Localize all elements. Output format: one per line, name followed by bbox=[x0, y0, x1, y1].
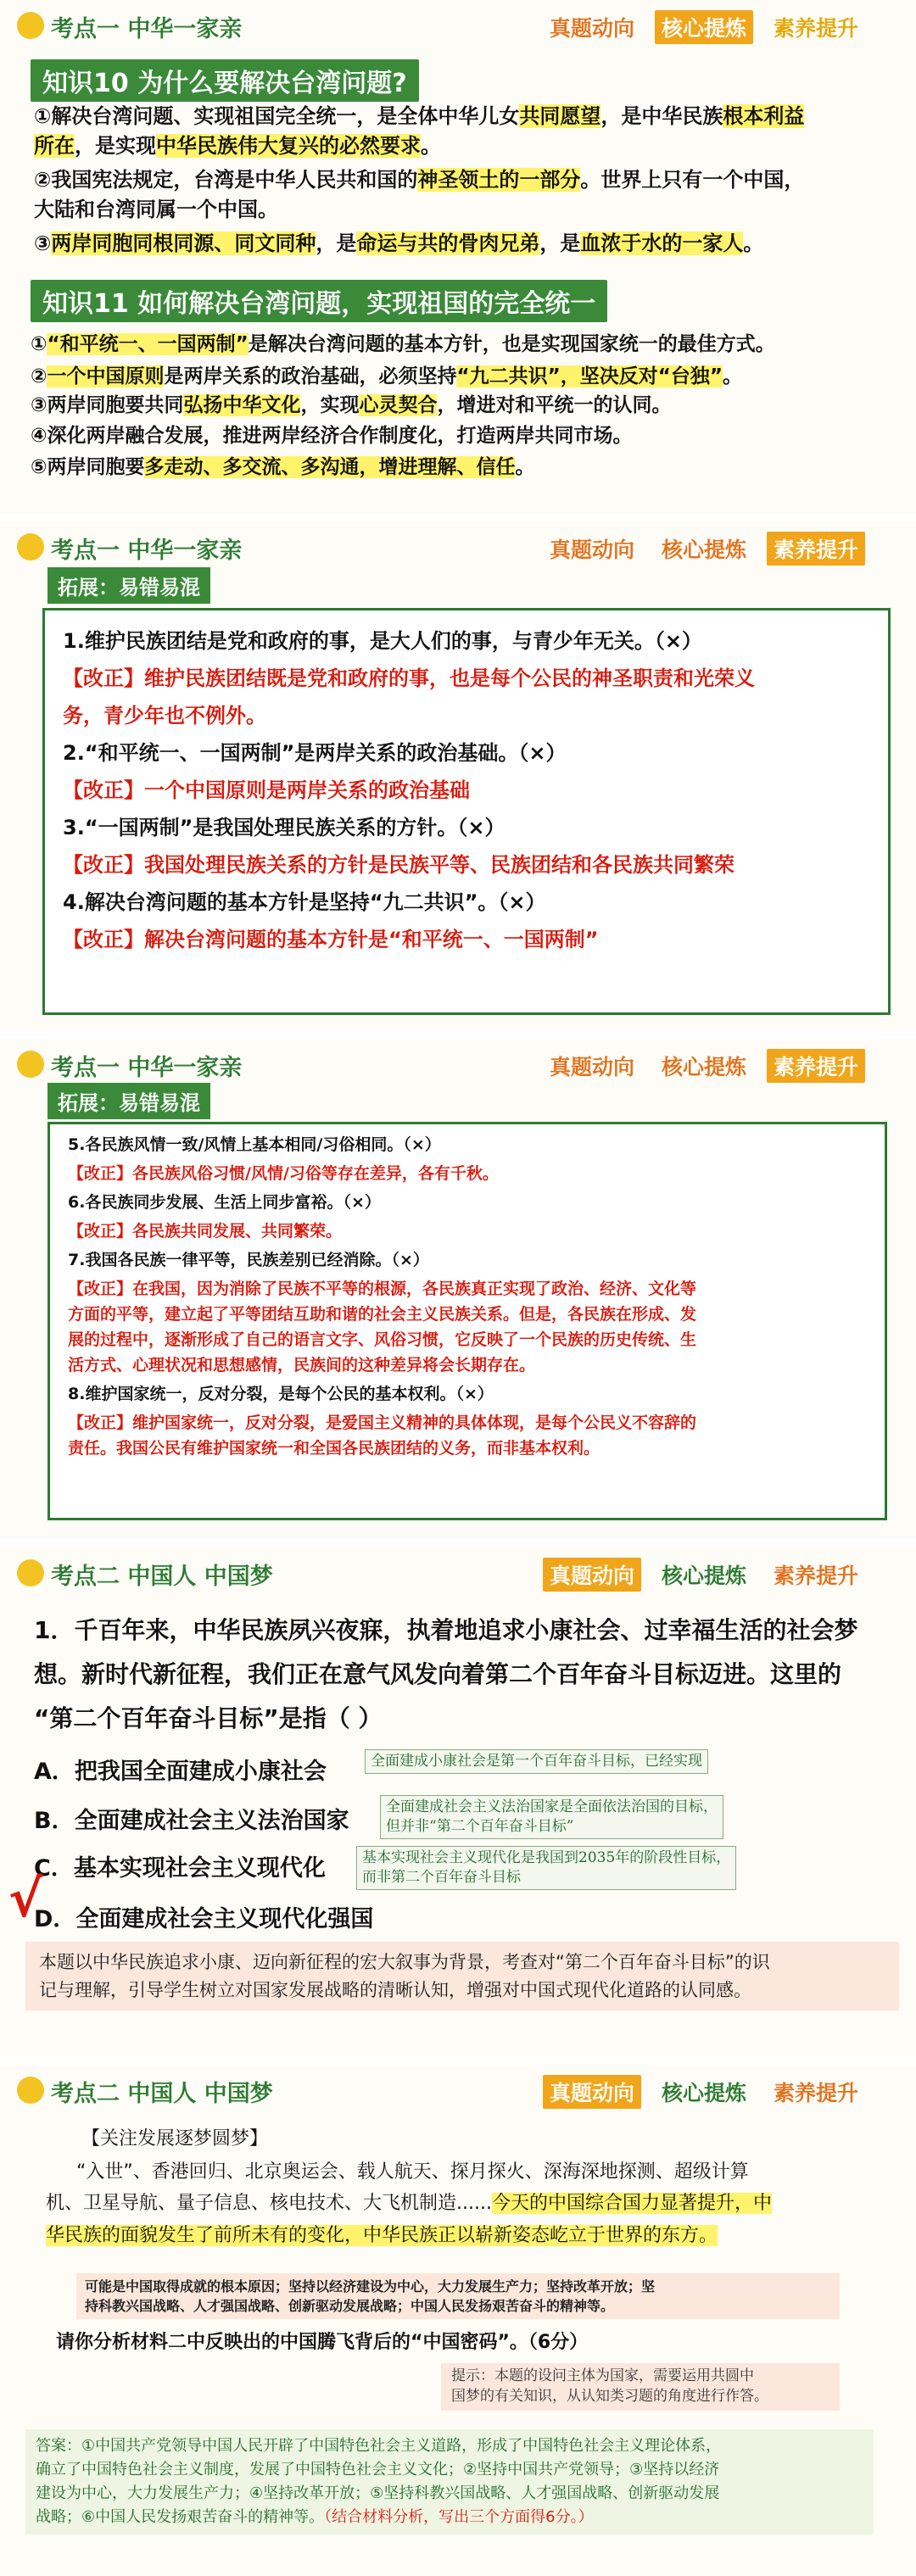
answer-line: 确立了中国特色社会主义制度，发展了中国特色社会主义文化；②坚持中国共产党领导；③坚持以经济 bbox=[36, 2460, 720, 2478]
plain-text: ，实现 bbox=[300, 394, 360, 416]
highlight-text: 神圣领土的一部分 bbox=[417, 168, 581, 192]
text-line bbox=[31, 454, 534, 482]
text-line bbox=[34, 102, 804, 131]
extension-badge: 拓展：易错易混 bbox=[47, 567, 210, 604]
text-line bbox=[31, 422, 632, 450]
wrong-statement: 6.各民族同步发展、生活上同步富裕。（×） bbox=[68, 1193, 381, 1212]
plain-text: ②我国宪法规定，台湾是中华人民共和国的 bbox=[34, 168, 418, 192]
correction: 【改正】一个中国原则是两岸关系的政治基础 bbox=[63, 778, 470, 802]
plain-text: 。 bbox=[515, 456, 535, 478]
note-line: 持科教兴国战略、人才强国战略、创新驱动发展战略；中国人民发扬艰苦奋斗的精神等。 bbox=[85, 2298, 615, 2315]
plain-text: 是解决台湾问题的基本方针，也是实现国家统一的最佳方式。 bbox=[248, 333, 775, 355]
hint-line: 提示：本题的设问主体为国家，需要运用共圆中 bbox=[451, 2367, 754, 2384]
question-line: “第二个百年奋斗目标”是指（ ） bbox=[34, 1704, 383, 1732]
topic-title: 考点一 中华一家亲 bbox=[51, 1055, 243, 1081]
knowledge-10-title: 知识10 为什么要解决台湾问题? bbox=[31, 59, 419, 102]
question-ask: 请你分析材料二中反映出的中国腾飞背后的“中国密码”。（6分） bbox=[56, 2332, 589, 2353]
note-line: 基本实现社会主义现代化是我国到2035年的阶段性目标， bbox=[362, 1849, 731, 1866]
tab-exam-trends[interactable]: 真题动向 bbox=[550, 16, 635, 41]
reasoning-note bbox=[76, 2273, 840, 2319]
tab-bar bbox=[543, 532, 865, 566]
topic-dot-icon bbox=[17, 12, 44, 39]
note-line: 可能是中国取得成就的根本原因；坚持以经济建设为中心，大力发展生产力；坚持改革开放；坚 bbox=[85, 2278, 656, 2294]
plain-text: ③两岸同胞要共同 bbox=[31, 394, 184, 416]
tab-core-summary[interactable]: 核心提炼 bbox=[662, 1564, 747, 1588]
correction: 【改正】各民族共同发展、共同繁荣。 bbox=[68, 1222, 343, 1241]
hint-line: 国梦的有关知识，从认知类习题的角度进行作答。 bbox=[451, 2387, 768, 2405]
topic-title: 考点二 中国人 中国梦 bbox=[51, 2081, 273, 2107]
tab-core-summary[interactable]: 核心提炼 bbox=[662, 538, 747, 562]
topic-dot-icon bbox=[17, 2077, 44, 2104]
slide-taiwan-knowledge bbox=[0, 0, 916, 513]
wrong-statement: 8.维护国家统一，反对分裂，是每个公民的基本权利。（×） bbox=[68, 1385, 494, 1403]
slide-header bbox=[0, 0, 916, 51]
text-line bbox=[31, 363, 742, 391]
slide-question-2 bbox=[0, 2065, 916, 2576]
plain-text: 是两岸关系的政治基础，必须坚持 bbox=[164, 365, 457, 388]
tab-exam-trends[interactable]: 真题动向 bbox=[550, 1055, 635, 1079]
option-note bbox=[356, 1846, 736, 1890]
text-line bbox=[34, 165, 804, 195]
correction: 【改正】维护国家统一，反对分裂，是爱国主义精神的具体体现，是每个公民义不容辞的 bbox=[68, 1413, 697, 1432]
analysis-line: 本题以中华民族追求小康、迈向新征程的宏大叙事为背景，考查对“第二个百年奋斗目标”的识 bbox=[39, 1952, 770, 1972]
correction: 【改正】解决台湾问题的基本方针是“和平统一、一国两制” bbox=[63, 928, 599, 951]
option-b[interactable]: B．全面建成社会主义法治国家 bbox=[34, 1808, 349, 1834]
highlight-text: “九二共识”，坚决反对“台独” bbox=[456, 365, 723, 388]
plain-text: ③ bbox=[34, 231, 52, 255]
plain-text: ，是实现 bbox=[75, 134, 156, 158]
plain-text: 。 bbox=[722, 365, 742, 388]
slide-errors-1 bbox=[0, 521, 916, 1030]
plain-text: ①解决台湾问题、实现祖国完全统一，是全体中华儿女 bbox=[34, 104, 520, 128]
plain-text: ，是中华民族 bbox=[600, 104, 723, 128]
topic-dot-icon bbox=[17, 1051, 44, 1078]
slide-header bbox=[0, 1547, 916, 1598]
topic-title: 考点一 中华一家亲 bbox=[51, 16, 243, 42]
plain-text: ，是 bbox=[316, 231, 357, 255]
option-a[interactable]: A．把我国全面建成小康社会 bbox=[34, 1759, 327, 1785]
tab-core-summary[interactable]: 核心提炼 bbox=[662, 2081, 747, 2105]
correction: 责任。我国公民有维护国家统一和全国各民族团结的义务，而非基本权利。 bbox=[68, 1439, 600, 1458]
tab-literacy[interactable]: 素养提升 bbox=[774, 2081, 859, 2105]
slide-header bbox=[0, 521, 916, 572]
correction: 【改正】维护民族团结既是党和政府的事，也是每个公民的神圣职责和光荣义 bbox=[63, 666, 755, 690]
text-line bbox=[31, 392, 671, 420]
text-line bbox=[34, 195, 278, 225]
wrong-statement: 4.解决台湾问题的基本方针是坚持“九二共识”。（×） bbox=[63, 890, 546, 914]
text-line bbox=[31, 331, 775, 359]
material-line: “入世”、香港回归、北京奥运会、载人航天、探月探火、深海深地探测、超级计算 bbox=[76, 2161, 749, 2183]
wrong-statement: 5.各民族风情一致/风情上基本相同/习俗相同。（×） bbox=[68, 1135, 441, 1154]
topic-dot-icon bbox=[17, 1559, 44, 1586]
option-note bbox=[365, 1749, 708, 1774]
tab-literacy[interactable]: 素养提升 bbox=[774, 16, 859, 41]
highlight-text: 两岸同胞同根同源、同文同种 bbox=[51, 231, 316, 255]
correction: 方面的平等，建立起了平等团结互助和谐的社会主义民族关系。但是，各民族在形成、发 bbox=[68, 1305, 697, 1324]
answer-box bbox=[25, 2429, 874, 2534]
correction: 【改正】在我国，因为消除了民族不平等的根源，各民族真正实现了政治、经济、文化等 bbox=[68, 1280, 697, 1298]
option-c[interactable]: C．基本实现社会主义现代化 bbox=[34, 1855, 326, 1882]
plain-text: 。世界上只有一个中国， bbox=[580, 168, 805, 192]
wrong-statement: 7.我国各民族一律平等，民族差别已经消除。（×） bbox=[68, 1251, 429, 1269]
wrong-statement: 1.维护民族团结是党和政府的事，是大人们的事，与青少年无关。（×） bbox=[63, 629, 702, 653]
tab-exam-trends[interactable]: 真题动向 bbox=[543, 2075, 641, 2109]
tab-exam-trends[interactable]: 真题动向 bbox=[543, 1558, 641, 1592]
slide-header bbox=[0, 2065, 916, 2116]
tab-literacy[interactable]: 素养提升 bbox=[767, 1049, 865, 1083]
highlight-text: 一个中国原则 bbox=[47, 365, 165, 388]
plain-text: 大陆和台湾同属一个中国。 bbox=[34, 198, 278, 221]
highlight-text: 共同愿望 bbox=[519, 104, 601, 128]
plain-text: ⑤两岸同胞要 bbox=[31, 456, 145, 478]
correction: 【改正】我国处理民族关系的方针是民族平等、民族团结和各民族共同繁荣 bbox=[63, 853, 734, 877]
tab-core-summary[interactable]: 核心提炼 bbox=[662, 1055, 747, 1079]
correction: 务，青少年也不例外。 bbox=[63, 704, 266, 728]
note-line: 而非第二个百年奋斗目标 bbox=[362, 1868, 521, 1886]
highlight-text: 心灵契合 bbox=[359, 394, 438, 416]
correction: 展的过程中，逐渐形成了自己的语言文字、风俗习惯，它反映了一个民族的历史传统、生 bbox=[68, 1330, 697, 1349]
material-title: 【关注发展逐梦圆梦】 bbox=[81, 2128, 269, 2149]
plain-text: 。 bbox=[743, 231, 764, 255]
highlight-text: “和平统一、一国两制” bbox=[47, 333, 249, 355]
note-line: 但并非“第二个百年奋斗目标” bbox=[386, 1817, 574, 1835]
wrong-statement: 3.“一国两制”是我国处理民族关系的方针。（×） bbox=[63, 816, 505, 839]
topic-title: 考点二 中国人 中国梦 bbox=[51, 1564, 273, 1590]
plain-text: ④深化两岸融合发展，推进两岸经济合作制度化，打造两岸共同市场。 bbox=[31, 425, 633, 447]
correct-check-icon: √ bbox=[8, 1870, 43, 1929]
note-line: 全面建成社会主义法治国家是全面依法治国的目标， bbox=[386, 1798, 718, 1815]
tab-literacy[interactable]: 素养提升 bbox=[767, 532, 865, 566]
hint-box bbox=[441, 2363, 840, 2411]
highlight-text: 血浓于水的一家人 bbox=[580, 231, 744, 255]
topic-title: 考点一 中华一家亲 bbox=[51, 538, 243, 564]
slide-errors-2 bbox=[0, 1039, 916, 1539]
slide-header bbox=[0, 1039, 916, 1090]
plain-text: ，是 bbox=[539, 231, 581, 255]
material-body bbox=[46, 2156, 894, 2251]
correction: 【改正】各民族风俗习惯/风情/习俗等存在差异，各有千秋。 bbox=[68, 1164, 499, 1183]
tab-literacy[interactable]: 素养提升 bbox=[774, 1564, 859, 1588]
plain-text: ② bbox=[31, 365, 47, 388]
tab-exam-trends[interactable]: 真题动向 bbox=[550, 538, 635, 562]
plain-text: ，增进对和平统一的认同。 bbox=[437, 394, 672, 416]
extension-badge: 拓展：易错易混 bbox=[47, 1083, 210, 1119]
highlight-text: 根本利益 bbox=[723, 104, 805, 128]
question-line: 1．千百年来，中华民族夙兴夜寐，执着地追求小康社会、过幸福生活的社会梦 bbox=[34, 1616, 858, 1644]
topic-dot-icon bbox=[17, 533, 44, 560]
answer-line: 答案：①中国共产党领导中国人民开辟了中国特色社会主义道路，形成了中国特色社会主义理论体系， bbox=[36, 2437, 722, 2455]
analysis-box bbox=[25, 1942, 899, 2010]
highlight-text: 所在 bbox=[34, 134, 75, 158]
tab-bar bbox=[543, 1558, 865, 1592]
material-line: 机、卫星导航、量子信息、核电技术、大飞机制造......今天的中国综合国力显著提升，中 bbox=[46, 2193, 772, 2215]
text-line bbox=[34, 229, 763, 259]
tab-bar bbox=[543, 10, 865, 44]
highlight-text: 命运与共的骨肉兄弟 bbox=[356, 231, 540, 255]
option-note bbox=[380, 1795, 723, 1839]
option-d[interactable]: D．全面建成社会主义现代化强国 bbox=[34, 1906, 374, 1932]
wrong-statement: 2.“和平统一、一国两制”是两岸关系的政治基础。（×） bbox=[63, 741, 567, 765]
tab-core-summary[interactable]: 核心提炼 bbox=[655, 10, 753, 44]
plain-text: 。 bbox=[421, 134, 441, 158]
analysis-line: 记与理解，引导学生树立对国家发展战略的清晰认知，增强对中国式现代化道路的认同感。 bbox=[39, 1979, 751, 2000]
text-line bbox=[34, 131, 441, 161]
highlight-text: 中华民族伟大复兴的必然要求 bbox=[156, 134, 421, 158]
highlight-text: 弘扬中华文化 bbox=[183, 394, 301, 416]
highlight-text: 多走动、多交流、多沟通，增进理解、信任 bbox=[144, 456, 516, 478]
material-line: 华民族的面貌发生了前所未有的变化，中华民族正以崭新姿态屹立于世界的东方。 bbox=[46, 2224, 718, 2246]
note-line: 全面建成小康社会是第一个百年奋斗目标，已经实现 bbox=[371, 1753, 702, 1770]
answer-line: 战略；⑥中国人民发扬艰苦奋斗的精神等。（结合材料分析，写出三个方面得6分。） bbox=[36, 2507, 594, 2526]
answer-line: 建设为中心，大力发展生产力；④坚持改革开放；⑤坚持科教兴国战略、人才强国战略、创新驱动发展 bbox=[36, 2484, 720, 2502]
plain-text: ① bbox=[31, 333, 47, 355]
tab-bar bbox=[543, 2075, 865, 2109]
slide-question-1 bbox=[0, 1547, 916, 2056]
correction: 活方式、心理状况和思想感情，民族间的这种差异将会长期存在。 bbox=[68, 1356, 536, 1374]
tab-bar bbox=[543, 1049, 865, 1083]
knowledge-11-title: 知识11 如何解决台湾问题，实现祖国的完全统一 bbox=[31, 280, 607, 322]
question-line: 想。新时代新征程，我们正在意气风发向着第二个百年奋斗目标迈进。这里的 bbox=[34, 1660, 842, 1688]
